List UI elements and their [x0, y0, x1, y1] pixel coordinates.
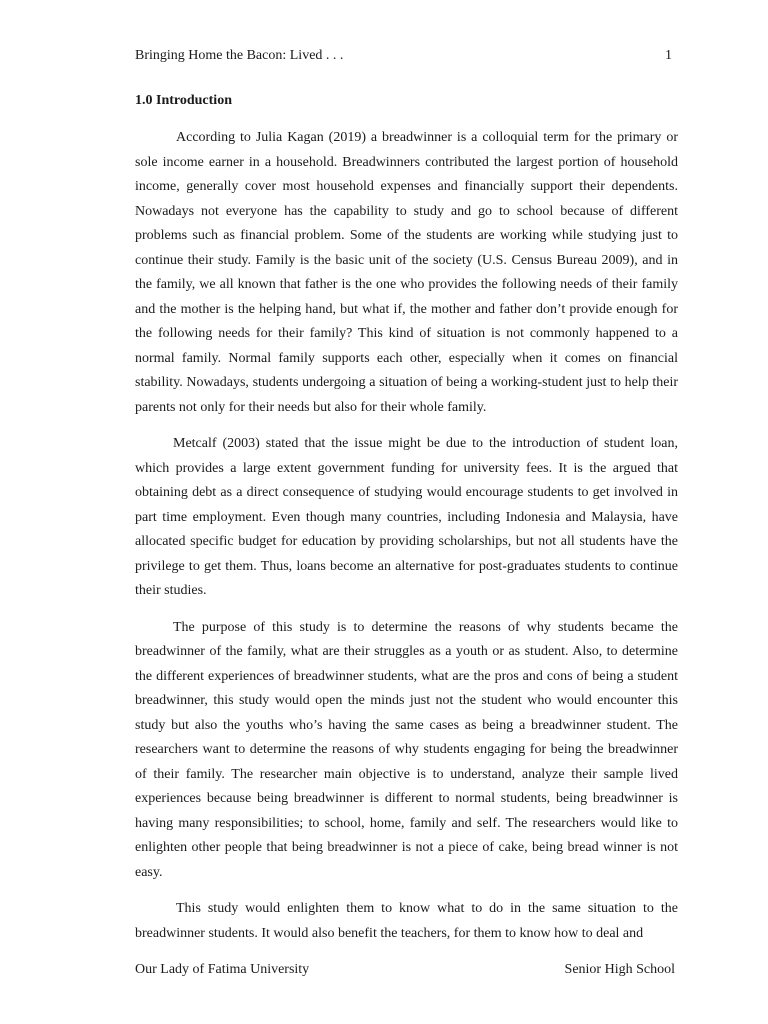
footer-department: Senior High School [564, 962, 675, 977]
page-footer [135, 961, 675, 979]
running-title: Bringing Home the Bacon: Lived . . . [135, 48, 344, 63]
running-head [135, 47, 672, 65]
footer-institution: Our Lady of Fatima University [135, 962, 310, 977]
paragraph-3: The purpose of this study is to determine the reasons of why students became the breadwinner of the family, what are their struggles as a youth or as student. Also, to determine the different experiences of breadwinner students, what are the pros and cons of being a student breadwinner, this study would open the minds just not the student who would encounter this study but also the youths who’s having the same cases as being a breadwinner student. The researchers want to determine the reasons of why students engaging for being the breadwinner of their family. The researcher main objective is to understand, analyze their sample lived experiences because being breadwinner is different to normal students, being breadwinner is having many responsibilities; to school, home, family and self. The researchers would like to enlighten other people that being breadwinner is not a piece of cake, being bread winner is not easy. [135, 619, 678, 880]
paragraph-2: Metcalf (2003) stated that the issue might be due to the introduction of student loan, which provides a large extent government funding for university fees. It is the argued that obtaining debt as a direct consequence of studying would encourage students to get involved in part time employment. Even though many countries, including Indonesia and Malaysia, have allocated specific budget for education by providing scholarships, but not all students have the privilege to get them. Thus, loans become an alternative for post-graduates students to continue their studies. [135, 436, 678, 598]
paragraph-4: This study would enlighten them to know what to do in the same situation to the breadwinner students. It would also benefit the teachers, for them to know how to deal and [135, 901, 678, 941]
section-heading: 1.0 Introduction [135, 93, 232, 108]
page-number: 1 [665, 48, 672, 63]
paragraph-1: According to Julia Kagan (2019) a breadwinner is a colloquial term for the primary or sole income earner in a household. Breadwinners contributed the largest portion of household income, generally cover most household expenses and financially support their dependents. Nowadays not everyone has the capability to study and go to school because of different problems such as financial problem. Some of the students are working while studying just to continue their study. Family is the basic unit of the society (U.S. Census Bureau 2009), and in the family, we all known that father is the one who provides the following needs of their family and the mother is the helping hand, but what if, the mother and father don’t provide enough for the following needs for their family? This kind of situation is not commonly happened to a normal family. Normal family supports each other, especially when it comes on financial stability. Nowadays, students undergoing a situation of being a working-student just to help their parents not only for their needs but also for their whole family. [135, 130, 678, 415]
body-text [135, 126, 678, 958]
